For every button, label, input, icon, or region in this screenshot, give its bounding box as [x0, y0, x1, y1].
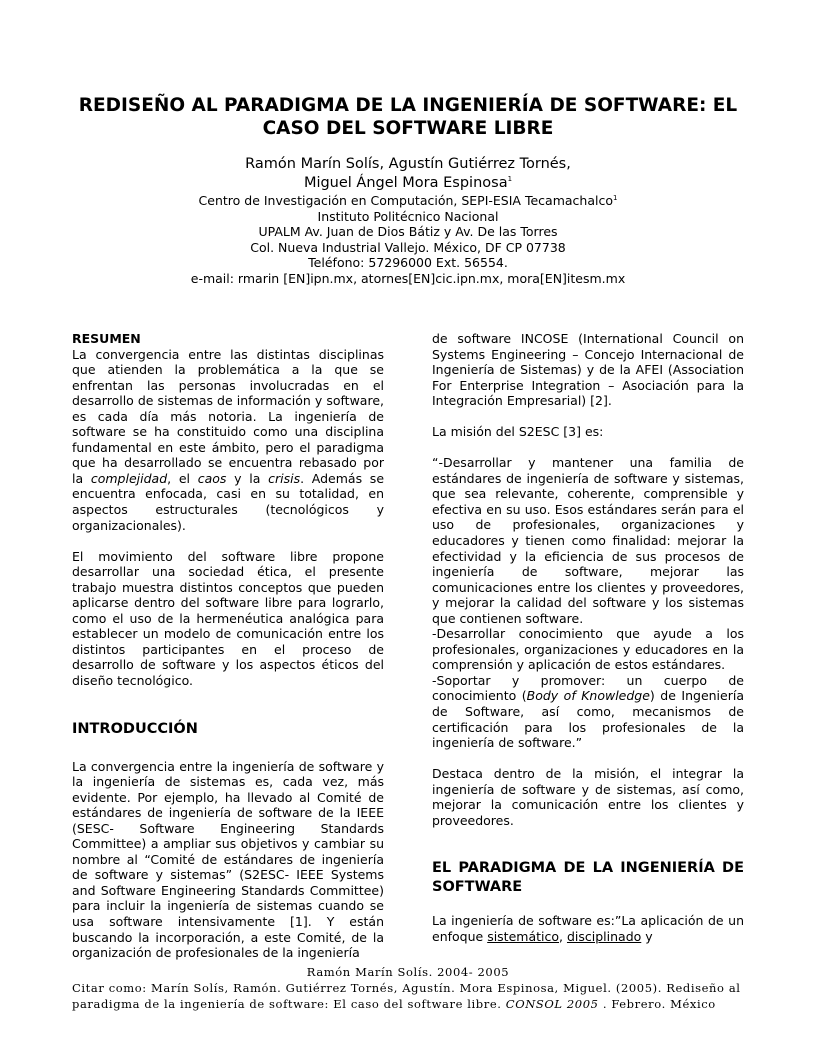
- body-text: y: [641, 928, 653, 944]
- footer-copyright: Ramón Marín Solís. 2004- 2005: [306, 965, 510, 979]
- body-paragraph-1: de software INCOSE (International Council on Systems Engineering – Concejo Internacional de Ingeniería de Sistemas) y de la AFEI (Association For Enterprise Integration – Asociación para la Integración Empresarial) [2].: [432, 331, 744, 409]
- body-paragraph-4: [432, 913, 744, 944]
- author-name: Miguel Ángel Mora Espinosa: [303, 175, 508, 191]
- paper-title: REDISEÑO AL PARADIGMA DE LA INGENIERÍA DE SOFTWARE: EL CASO DEL SOFTWARE LIBRE: [78, 95, 738, 139]
- abstract-text: . Además se encuentra enfocada, casi en su totalidad, en aspectos estructurales (tecnológicos y organizacionales).: [72, 470, 385, 533]
- affiliation-line-2: Instituto Politécnico Nacional: [317, 208, 499, 224]
- mission-quote-3: [432, 673, 744, 751]
- mission-quote-2: -Desarrollar conocimiento que ayude a los profesionales, organizaciones y educadores en la comprensión y aplicación de estos estándares.: [432, 626, 744, 673]
- quote-emphasis: Body of Knowledge: [526, 688, 650, 704]
- mission-quote-1: “-Desarrollar y mantener una familia de estándares de ingeniería de software y sistemas, que sea relevante, coherente, comprensible y efectiva en su uso. Esos estándares serán para el uso de profesionales, organizaciones y educadores y tienen como finalidad: mejorar la efectividad y la eficiencia de sus procesos de ingeniería de software, mejorar las comunicaciones entre los clientes y proveedores, y mejorar la calidad del software y los sistemas que contienen software.: [432, 455, 744, 626]
- authors-line-1: Ramón Marín Solís, Agustín Gutiérrez Tornés,: [245, 156, 571, 172]
- affiliation-marker: 1: [612, 193, 618, 202]
- abstract-emphasis: crisis: [268, 470, 301, 486]
- page-footer: [72, 964, 744, 1012]
- affiliation-line-1: [60, 193, 756, 209]
- citation-text: . Febrero. México: [598, 997, 716, 1011]
- introduction-heading: INTRODUCCIÓN: [72, 720, 198, 737]
- abstract-heading: RESUMEN: [72, 331, 141, 346]
- author-block: [60, 155, 756, 193]
- right-column: [432, 331, 744, 944]
- affiliation-line-4: Col. Nueva Industrial Vallejo. México, DF CP 07738: [250, 239, 566, 255]
- authors-line-2: [60, 174, 756, 193]
- abstract-emphasis: caos: [197, 470, 227, 486]
- affiliation-center: Centro de Investigación en Computación, SEPI-ESIA Tecamachalco: [198, 193, 613, 208]
- abstract-paragraph-1: [72, 347, 384, 534]
- affiliation-phone: Teléfono: 57296000 Ext. 56554.: [308, 255, 508, 271]
- body-paragraph-3: Destaca dentro de la misión, el integrar la ingeniería de software y de sistemas, así como, mejorar la comunicación entre los clientes y proveedores.: [432, 766, 744, 828]
- abstract-text: y la: [226, 470, 269, 486]
- abstract-text: , el: [167, 470, 198, 486]
- affiliation-block: [60, 193, 756, 287]
- affiliation-email: e-mail: rmarin [EN]ipn.mx, atornes[EN]cic.ipn.mx, mora[EN]itesm.mx: [190, 270, 626, 286]
- abstract-emphasis: complejidad: [90, 470, 168, 486]
- paradigm-heading: EL PARADIGMA DE LA INGENIERÍA DE SOFTWARE: [432, 860, 744, 896]
- citation-venue: CONSOL 2005: [505, 997, 599, 1011]
- body-text: ,: [559, 928, 567, 944]
- citation-text: Citar como: Marín Solís, Ramón. Gutiérrez Tornés, Agustín. Mora Espinosa, Miguel. (2005). Rediseño al paradigma de la ingeniería de software: El caso del software libre.: [72, 981, 741, 1011]
- underlined-term: sistemático: [487, 928, 560, 944]
- affiliation-marker: 1: [507, 175, 513, 184]
- left-column: [72, 331, 384, 961]
- footer-citation: [72, 980, 744, 1012]
- underlined-term: disciplinado: [566, 928, 642, 944]
- abstract-text: La convergencia entre las distintas disciplinas que atienden la problemática a la que se enfrentan las personas involucradas en el desarrollo de sistemas de información y software, es cada día más notoria. La ingeniería de software se ha constituido como una disciplina fundamental en este ámbito, pero el paradigma que ha desarrollado se encuentra rebasado por la: [72, 346, 384, 486]
- affiliation-line-3: UPALM Av. Juan de Dios Bátiz y Av. De las Torres: [258, 224, 558, 240]
- body-paragraph-2: La misión del S2ESC [3] es:: [432, 424, 604, 440]
- body-text: La ingeniería de software es:”La aplicación de un enfoque: [432, 913, 744, 944]
- abstract-paragraph-2: El movimiento del software libre propone desarrollar una sociedad ética, el presente trabajo muestra distintos conceptos que pueden aplicarse dentro del software libre para lograrlo, como el uso de la hermenéutica analógica para establecer un modelo de comunicación entre los distintos participantes en el proceso de desarrollo de software y los aspectos éticos del diseño tecnológico.: [72, 548, 384, 688]
- quote-text: ) de Ingeniería de Software, así como, mecanismos de certificación para los profesionales de la ingeniería de software.”: [432, 688, 744, 751]
- quote-text: -Soportar y promover: un cuerpo de conocimiento (: [432, 672, 744, 704]
- introduction-paragraph-1: La convergencia entre la ingeniería de software y la ingeniería de sistemas es, cada vez, más evidente. Por ejemplo, ha llevado al Comité de estándares de ingeniería de software de la IEEE (SESC- Software Engineering Standards Committee) a ampliar sus objetivos y cambiar su nombre al “Comité de estándares de ingeniería de software y sistemas” (S2ESC- IEEE Systems and Software Engineering Standards Committee) para incluir la ingeniería de sistemas cuando se usa software intensivamente [1]. Y están buscando la incorporación, a este Comité, de la organización de profesionales de la ingeniería: [72, 758, 384, 961]
